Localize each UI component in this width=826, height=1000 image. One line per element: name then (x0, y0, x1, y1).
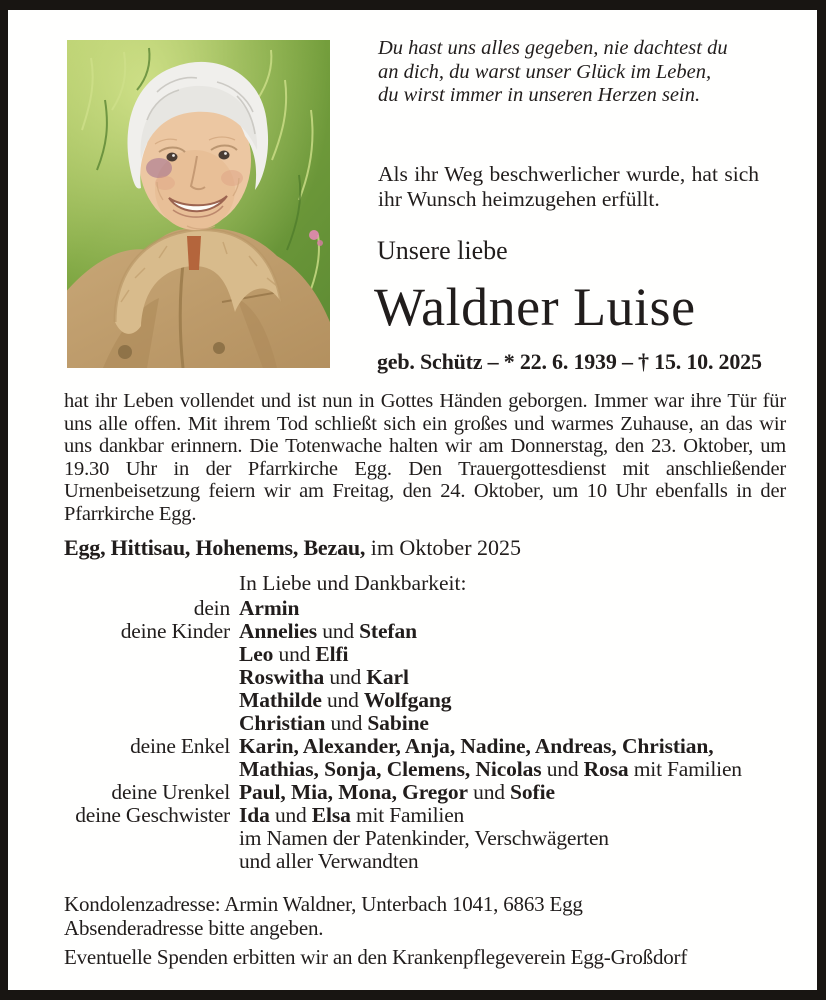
donation-note: Eventuelle Spenden erbitten wir an den Krankenpflegeverein Egg-Großdorf (64, 945, 688, 969)
family-member-name: Rosa (583, 757, 629, 781)
family-role-label (64, 689, 230, 712)
family-member-name: Karin, Alexander, Anja, Nadine, Andreas, Christian, (239, 734, 714, 758)
family-names (239, 597, 299, 620)
family-connector-text: und (324, 665, 367, 689)
family-row (64, 804, 824, 827)
family-names (239, 712, 429, 735)
family-member-name: Stefan (359, 619, 417, 643)
family-role-label (64, 827, 230, 850)
condolence-address: Kondolenzadresse: Armin Waldner, Unterbach 1041, 6863 Egg Absenderadresse bitte angeben. (64, 892, 583, 940)
family-role-label: deine Kinder (120, 619, 230, 643)
family-names (239, 620, 417, 643)
family-connector-text: und (325, 711, 368, 735)
obituary-body: hat ihr Leben vollendet und ist nun in Gottes Händen geborgen. Immer war ihre Tür für uns alle offen. Mit ihrem Tod schließt sich ein großes und warmes Zuhause, an das wir uns dankbar erinnern. Die Totenwache halten wir am Donnerstag, den 23. Oktober, um 19.30 Uhr in der Pfarrkirche Egg. Den Trauergottesdienst mit anschließender Urnenbeisetzung feiern wir am Freitag, den 24. Oktober, um 10 Uhr ebenfalls in der Pfarrkirche Egg. (64, 390, 786, 525)
family-names (239, 643, 348, 666)
family-member-name: Mathias, Sonja, Clemens, Nicolas (239, 757, 542, 781)
portrait-photo (67, 40, 330, 368)
family-connector-text: und (541, 757, 584, 781)
memorial-quote: Du hast uns alles gegeben, nie dachtest du an dich, du warst unser Glück im Leben, du wirst immer in unseren Herzen sein. (378, 37, 728, 107)
family-names (239, 781, 555, 804)
family-row (64, 620, 824, 643)
family-names (239, 689, 451, 712)
places-date-line (64, 535, 786, 561)
family-role-label (64, 643, 230, 666)
family-role-label (64, 850, 230, 873)
family-member-name: Ida (239, 803, 270, 827)
family-member-name: Sofie (510, 780, 555, 804)
family-role-label: deine Urenkel (111, 780, 230, 804)
family-connector-text: und (273, 642, 316, 666)
family-connector-text: und (317, 619, 360, 643)
family-member-name: Elfi (315, 642, 349, 666)
places-rest: im Oktober 2025 (365, 535, 522, 560)
family-row (64, 689, 824, 712)
family-role-label (64, 666, 230, 689)
family-member-name: Annelies (239, 619, 318, 643)
portrait-illustration (67, 40, 330, 368)
family-connector-text: und (321, 688, 364, 712)
closing-line: In Liebe und Dankbarkeit: (239, 571, 467, 595)
family-role-label (64, 758, 230, 781)
birth-death-dates: geb. Schütz – * 22. 6. 1939 – † 15. 10. 2025 (377, 349, 762, 374)
family-names (239, 827, 609, 850)
family-row (64, 758, 824, 781)
family-member-name: Paul, Mia, Mona, Gregor (239, 780, 468, 804)
places-bold: Egg, Hittisau, Hohenems, Bezau, (64, 535, 366, 560)
family-role-label (64, 712, 230, 735)
family-member-name: Wolfgang (363, 688, 452, 712)
family-names (239, 666, 409, 689)
family-member-name: Mathilde (239, 688, 322, 712)
family-names (239, 735, 714, 758)
family-role-label: dein (193, 596, 230, 620)
family-row (64, 712, 824, 735)
family-row (64, 597, 824, 620)
family-row (64, 735, 824, 758)
intro-paragraph: Als ihr Weg beschwerlicher wurde, hat sich ihr Wunsch heimzugehen erfüllt. (378, 162, 759, 211)
family-connector-text: und (468, 780, 511, 804)
deceased-name: Waldner Luise (374, 277, 696, 337)
family-member-name: Leo (239, 642, 274, 666)
family-member-name: Karl (366, 665, 409, 689)
family-member-name: Sabine (367, 711, 429, 735)
family-row (64, 850, 824, 873)
salutation: Unsere liebe (377, 236, 508, 265)
family-names (239, 850, 419, 873)
family-member-name: Elsa (311, 803, 351, 827)
family-connector-text: mit Familien (628, 757, 742, 781)
family-member-name: Christian (239, 711, 326, 735)
family-role-label: deine Geschwister (75, 803, 230, 827)
family-connector-text: im Namen der Patenkinder, Verschwägerten (239, 826, 609, 850)
family-member-name: Roswitha (239, 665, 325, 689)
family-connector-text: und aller Verwandten (239, 849, 419, 873)
family-connector-text: mit Familien (350, 803, 465, 827)
family-connector-text: und (269, 803, 312, 827)
family-row (64, 666, 824, 689)
family-list (64, 597, 824, 873)
family-row (64, 643, 824, 666)
family-names (239, 804, 464, 827)
family-role-label: deine Enkel (130, 734, 230, 758)
family-member-name: Armin (239, 596, 300, 620)
family-names (239, 758, 742, 781)
family-row (64, 781, 824, 804)
family-row (64, 827, 824, 850)
